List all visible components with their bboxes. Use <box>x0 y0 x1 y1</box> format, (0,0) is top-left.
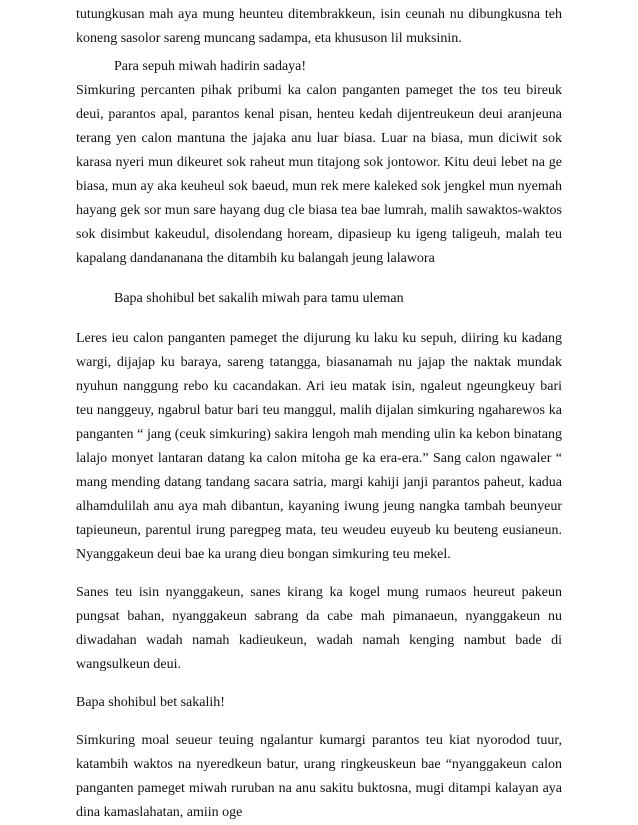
salutation-para-sepuh: Para sepuh miwah hadirin sadaya! <box>114 59 307 74</box>
paragraph-opening-continuation: tutungkusan mah aya mung heunteu ditembrakkeun, isin ceunah nu dibungkusna teh koneng sasolor sareng muncang sadampa, eta khususon lil muksinin. <box>76 7 562 46</box>
paragraph-sanes-teu-isin: Sanes teu isin nyanggakeun, sanes kirang ka kogel mung rumaos heureut pakeun pungsat bahan, nyanggakeun sabrang da cabe mah pimanaeun, nyanggakeun nu diwadahan wadah namah kadieukeun, wadah namah kenging nambut bade di wangsulkeun deui. <box>76 585 562 672</box>
salutation-bapa-shohibul: Bapa shohibul bet sakalih! <box>76 695 225 710</box>
document-body <box>76 3 562 825</box>
salutation-bapa-shohibul-tamu: Bapa shohibul bet sakalih miwah para tamu uleman <box>114 291 404 306</box>
paragraph-leres-ieu: Leres ieu calon panganten pameget the dijurung ku laku ku sepuh, diiring ku kadang wargi, dijajap ku baraya, sareng tatangga, biasanamah nu jajap the naktak mundak nyuhun nanggung rebo ku cacandakan. Ari ieu matak isin, ngaleut ngeungkeuy bari teu nanggeuy, ngabrul batur bari teu manggul, malih dijalan simkuring ngaharewos ka panganten “ jang (ceuk simkuring) sakira lengoh mah mending ulin ka kebon binatang lalajo monyet lantaran datang ka calon mitoha ge ka era-era.” Sang calon ngawaler “ mang mending datang tandang sacara satria, margi kahiji janji parantos paheut, kadua alhamdulilah anu aya mah dibantun, kayaning iwung jeung nangka tambah beunyeur tapieuneun, parentul irung paregpeg mata, teu weudeu euyeub ku beuteng eusianeun. Nyanggakeun deui bae ka urang dieu bongan simkuring teu mekel. <box>76 331 562 562</box>
paragraph-simkuring-percanten: Simkuring percanten pihak pribumi ka calon panganten pameget the tos teu bireuk deui, parantos apal, parantos kenal pisan, henteu kedah dijentreukeun deui aranjeuna terang yen calon mantuna the jajaka anu luar biasa. Luar na biasa, mun diciwit sok karasa nyeri mun dikeuret sok raheut mun titajong sok jontowor. Kitu deui lebet na ge biasa, mun ay aka keuheul sok baeud, mun rek mere kaleked sok jengkel mun nyemah hayang gek sor mun sare hayang dug cle biasa tea bae lumrah, malih sawaktos-waktos sok disimbut kakeudul, disolendang hoream, dipasieup ku igeng taligeuh, malah teu kapalang dandananana the ditambih ku balangah jeung lalawora <box>76 83 562 266</box>
paragraph-simkuring-moal: Simkuring moal seueur teuing ngalantur kumargi parantos teu kiat nyorodod tuur, katambih waktos na nyeredkeun batur, urang ringkeuskeun bae “nyanggakeun calon panganten pameget miwah ruruban na anu sakitu buktosna, mugi ditampi kalayan aya dina kamaslahatan, amiin oge <box>76 733 562 820</box>
